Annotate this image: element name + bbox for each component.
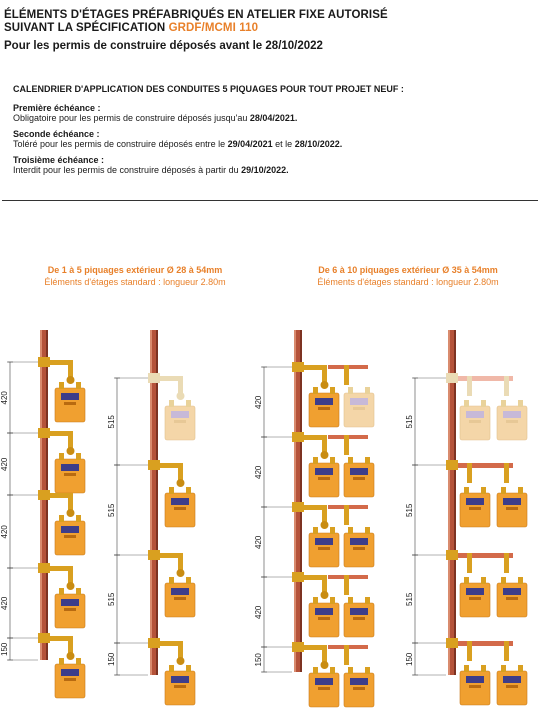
title-line-2-prefix: SUIVANT LA SPÉCIFICATION (4, 22, 169, 34)
branch-valve (67, 582, 75, 590)
branch-pipe (50, 566, 70, 571)
branch-pipe (160, 553, 180, 558)
meter-outlet (518, 487, 523, 494)
gas-meter (55, 658, 85, 698)
riser-tee (292, 572, 304, 582)
branch-valve (321, 451, 329, 459)
meter-display (503, 588, 521, 595)
meter-inlet (348, 667, 353, 674)
branch-pipe (160, 463, 180, 468)
meter-display (503, 676, 521, 683)
gas-meter (344, 527, 374, 567)
meter-outlet (76, 658, 81, 665)
meter-inlet (501, 577, 506, 584)
meter-outlet (186, 665, 191, 672)
branch-drop (467, 641, 472, 661)
meter-inlet (348, 387, 353, 394)
meter-inlet (348, 457, 353, 464)
meter-outlet (365, 457, 370, 464)
branch-valve (321, 591, 329, 599)
meter-inlet (59, 382, 64, 389)
meter-label (318, 477, 330, 480)
meter-display (350, 678, 368, 685)
branch-valve (177, 657, 185, 665)
meter-display (171, 498, 189, 505)
meter-label (174, 420, 186, 423)
meter-display (466, 498, 484, 505)
meter-outlet (481, 400, 486, 407)
branch-drop (344, 505, 349, 525)
dimension-label: 515 (405, 503, 414, 517)
riser-tee (38, 490, 50, 500)
meter-inlet (464, 577, 469, 584)
riser-tee (148, 638, 160, 648)
gas-meter (165, 487, 195, 527)
dimension-label: 515 (405, 415, 414, 429)
meter-outlet (518, 665, 523, 672)
meter-display (315, 608, 333, 615)
meter-outlet (481, 487, 486, 494)
meter-label (174, 597, 186, 600)
branch-valve (67, 376, 75, 384)
meter-display (171, 676, 189, 683)
first-deadline-date: 28/04/2021. (249, 113, 298, 123)
gas-meter (497, 577, 527, 617)
meter-label (64, 535, 76, 538)
gas-meter (165, 400, 195, 440)
gas-meter (55, 515, 85, 555)
branch-pipe (50, 431, 70, 436)
meter-inlet (59, 588, 64, 595)
meter-inlet (169, 577, 174, 584)
branch-valve (67, 509, 75, 517)
branch-drop (467, 376, 472, 396)
riser-tee (148, 550, 160, 560)
meter-inlet (348, 527, 353, 534)
meter-label (506, 420, 518, 423)
meter-display (503, 498, 521, 505)
meter-label (64, 473, 76, 476)
dimension-label: 150 (405, 652, 414, 666)
branch-drop (504, 376, 509, 396)
meter-inlet (464, 400, 469, 407)
gas-meter (460, 487, 490, 527)
gas-meter (460, 400, 490, 440)
riser-tee (38, 633, 50, 643)
meter-outlet (330, 387, 335, 394)
right-caption-line-2: Éléments d'étages standard : longueur 2.80m (317, 277, 499, 287)
meter-inlet (464, 665, 469, 672)
meter-outlet (365, 597, 370, 604)
meter-display (466, 411, 484, 418)
branch-pipe (304, 365, 324, 370)
gas-meter (344, 597, 374, 637)
gas-meter (344, 457, 374, 497)
meter-inlet (169, 665, 174, 672)
meter-display (350, 468, 368, 475)
meter-display (61, 526, 79, 533)
right-caption-line-1: De 6 à 10 piquages extérieur Ø 35 à 54mm (318, 265, 498, 275)
calendar-heading: CALENDRIER D'APPLICATION DES CONDUITES 5 PIQUAGES POUR TOUT PROJET NEUF : (13, 84, 404, 94)
meter-display (466, 676, 484, 683)
meter-display (503, 411, 521, 418)
meter-label (174, 507, 186, 510)
meter-inlet (348, 597, 353, 604)
gas-meter (497, 665, 527, 705)
meter-inlet (59, 453, 64, 460)
riser-tee (148, 373, 160, 383)
riser-pipe-shadow (300, 330, 302, 672)
branch-valve (177, 479, 185, 487)
meter-outlet (365, 667, 370, 674)
gas-meter (309, 527, 339, 567)
meter-inlet (59, 658, 64, 665)
second-deadline-label: Seconde échéance : (13, 129, 100, 139)
branch-pipe (50, 360, 70, 365)
meter-label (318, 687, 330, 690)
branch-drop (504, 553, 509, 573)
meter-display (61, 669, 79, 676)
riser-tee (446, 460, 458, 470)
dimension-label: 420 (0, 596, 9, 610)
meter-inlet (313, 597, 318, 604)
meter-outlet (186, 487, 191, 494)
left-caption-line-2: Éléments d'étages standard : longueur 2.80m (44, 277, 226, 287)
branch-valve (321, 381, 329, 389)
branch-drop (344, 435, 349, 455)
meter-outlet (76, 453, 81, 460)
branch-valve (177, 569, 185, 577)
riser-tee (292, 502, 304, 512)
third-deadline-desc: Interdit pour les permis de construire déposés à partir du (13, 165, 242, 175)
meter-outlet (330, 527, 335, 534)
meter-display (61, 599, 79, 606)
meter-outlet (76, 515, 81, 522)
gas-meter (460, 665, 490, 705)
meter-label (353, 477, 365, 480)
meter-inlet (501, 487, 506, 494)
meter-display (315, 678, 333, 685)
meter-label (174, 685, 186, 688)
dimension-label: 150 (0, 642, 9, 656)
meter-outlet (330, 457, 335, 464)
riser-tee (446, 550, 458, 560)
meter-display (315, 538, 333, 545)
meter-outlet (365, 387, 370, 394)
riser-tee (446, 373, 458, 383)
gas-meter (55, 588, 85, 628)
meter-inlet (313, 527, 318, 534)
riser-tee (38, 563, 50, 573)
branch-pipe (304, 435, 324, 440)
meter-label (318, 547, 330, 550)
riser-tee (292, 362, 304, 372)
gas-meter (460, 577, 490, 617)
branch-pipe (160, 376, 180, 381)
meter-label (318, 617, 330, 620)
dimension-label: 515 (405, 592, 414, 606)
branch-drop (467, 463, 472, 483)
dimension-label: 150 (254, 653, 263, 667)
branch-drop (467, 553, 472, 573)
meter-label (469, 685, 481, 688)
meter-label (469, 420, 481, 423)
meter-display (61, 464, 79, 471)
meter-label (353, 407, 365, 410)
meter-display (350, 608, 368, 615)
branch-drop (504, 463, 509, 483)
dimension-label: 515 (107, 415, 116, 429)
meter-label (506, 597, 518, 600)
branch-pipe (304, 575, 324, 580)
meter-outlet (186, 400, 191, 407)
third-deadline-date: 29/10/2022. (241, 165, 289, 175)
gas-meter (165, 577, 195, 617)
dimension-label: 515 (107, 592, 116, 606)
dimension-label: 150 (107, 652, 116, 666)
gas-meter (344, 667, 374, 707)
meter-label (64, 402, 76, 405)
dimension-label: 420 (254, 395, 263, 409)
branch-valve (67, 652, 75, 660)
meter-label (353, 687, 365, 690)
dimension-label: 420 (254, 465, 263, 479)
first-deadline-label: Première échéance : (13, 103, 101, 113)
meter-inlet (169, 487, 174, 494)
meter-inlet (313, 457, 318, 464)
third-deadline-label: Troisième échéance : (13, 155, 105, 165)
meter-inlet (501, 400, 506, 407)
meter-label (64, 678, 76, 681)
riser-tee (148, 460, 160, 470)
meter-display (171, 588, 189, 595)
meter-label (506, 685, 518, 688)
title-line-1: ÉLÉMENTS D'ÉTAGES PRÉFABRIQUÉS EN ATELIER FIXE AUTORISÉ (4, 9, 388, 21)
meter-outlet (186, 577, 191, 584)
branch-drop (344, 365, 349, 385)
meter-outlet (76, 382, 81, 389)
meter-inlet (169, 400, 174, 407)
gas-meter (497, 400, 527, 440)
meter-label (353, 547, 365, 550)
left-caption-line-1: De 1 à 5 piquages extérieur Ø 28 à 54mm (47, 265, 223, 275)
second-deadline-date-start: 29/04/2021 (227, 139, 273, 149)
branch-pipe (160, 641, 180, 646)
second-deadline-date-end: 28/10/2022. (294, 139, 343, 149)
branch-pipe (50, 636, 70, 641)
riser-tee (38, 428, 50, 438)
meter-display (171, 411, 189, 418)
branch-valve (67, 447, 75, 455)
meter-display (315, 468, 333, 475)
meter-display (350, 538, 368, 545)
meter-label (506, 507, 518, 510)
meter-outlet (481, 577, 486, 584)
riser-tee (38, 357, 50, 367)
meter-outlet (518, 400, 523, 407)
branch-valve (321, 521, 329, 529)
branch-pipe (304, 645, 324, 650)
branch-drop (344, 645, 349, 665)
meter-inlet (59, 515, 64, 522)
dimension-label: 420 (254, 535, 263, 549)
gas-meter (55, 382, 85, 422)
gas-meter (55, 453, 85, 493)
document-subtitle: Pour les permis de construire déposés avant le 28/10/2022 (4, 40, 323, 52)
meter-inlet (313, 667, 318, 674)
gas-meter (309, 387, 339, 427)
first-deadline-desc: Obligatoire pour les permis de construire déposés jusqu'au (13, 113, 250, 123)
riser-tee (446, 638, 458, 648)
meter-display (315, 398, 333, 405)
dimension-label: 515 (107, 503, 116, 517)
riser-tee (292, 642, 304, 652)
meter-inlet (501, 665, 506, 672)
meter-outlet (365, 527, 370, 534)
meter-outlet (481, 665, 486, 672)
specification-reference: GRDF/MCMI 110 (168, 22, 259, 34)
dimension-label: 420 (0, 457, 9, 471)
meter-inlet (313, 387, 318, 394)
second-deadline-mid: et le (272, 139, 295, 149)
second-deadline-desc: Toléré pour les permis de construire déposés entre le (13, 139, 228, 149)
branch-valve (321, 661, 329, 669)
dimension-label: 420 (254, 605, 263, 619)
meter-label (353, 617, 365, 620)
gas-meter (309, 597, 339, 637)
meter-label (469, 597, 481, 600)
gas-meter (344, 387, 374, 427)
meter-outlet (76, 588, 81, 595)
meter-outlet (518, 577, 523, 584)
branch-drop (344, 575, 349, 595)
riser-pipe-highlight (294, 330, 296, 672)
gas-meter (497, 487, 527, 527)
branch-valve (177, 392, 185, 400)
meter-inlet (464, 487, 469, 494)
meter-label (469, 507, 481, 510)
branch-pipe (50, 493, 70, 498)
riser-tee (292, 432, 304, 442)
gas-meter (309, 667, 339, 707)
gas-meter (309, 457, 339, 497)
meter-display (466, 588, 484, 595)
meter-label (318, 407, 330, 410)
meter-outlet (330, 597, 335, 604)
dimension-label: 420 (0, 525, 9, 539)
dimension-label: 420 (0, 391, 9, 405)
meter-display (61, 393, 79, 400)
meter-display (350, 398, 368, 405)
meter-outlet (330, 667, 335, 674)
meter-label (64, 608, 76, 611)
branch-drop (504, 641, 509, 661)
branch-pipe (304, 505, 324, 510)
gas-meter (165, 665, 195, 705)
